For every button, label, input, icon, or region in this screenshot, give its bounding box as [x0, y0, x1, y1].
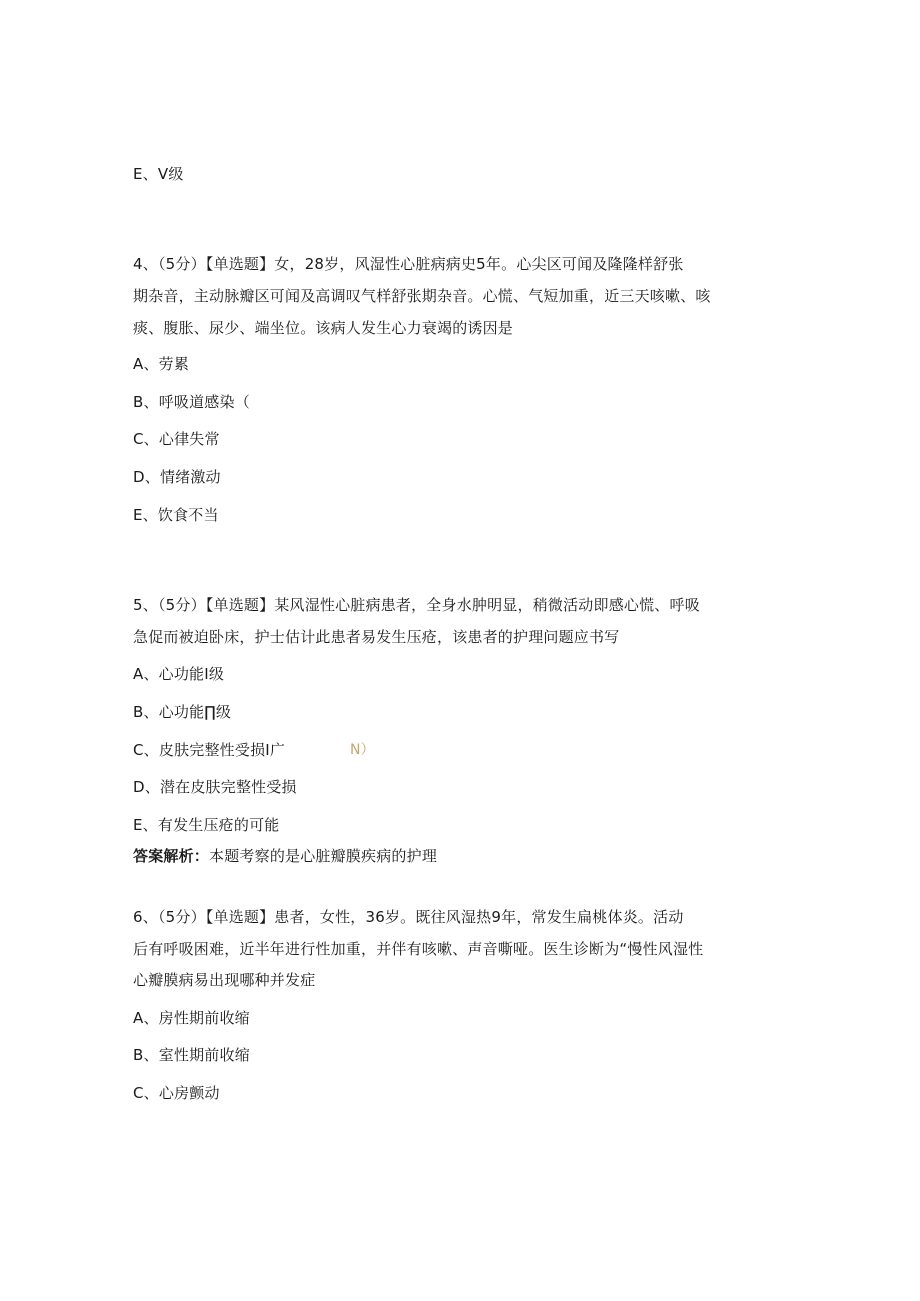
q5-stem-line-2: 急促而被迫卧床，护士估计此患者易发生压疮，该患者的护理问题应书写 [133, 628, 620, 646]
q6-option-c: C、心房颤动 [133, 1084, 220, 1102]
q5-analysis [133, 846, 437, 866]
q6-stem-line-2: 后有呼吸困难，近半年进行性加重，并伴有咳嗽、声音嘶哑。医生诊断为“慢性风湿性 [133, 940, 704, 958]
q5-stem-line-1: 5、（5分）【单选题】某风湿性心脏病患者，全身水肿明显，稍微活动即感心慌、呼吸 [133, 596, 700, 614]
q4-option-b: B、呼吸道感染（ [133, 393, 250, 411]
q5-analysis-label: 答案解析： [133, 847, 210, 865]
q4-option-d: D、情绪激动 [133, 468, 221, 486]
q4-stem-line-2: 期杂音，主动脉瓣区可闻及高调叹气样舒张期杂音。心慌、气短加重，近三天咳嗽、咳 [133, 287, 711, 305]
q5-option-e: E、有发生压疮的可能 [133, 816, 280, 834]
q6-stem-line-1: 6、（5分）【单选题】患者，女性，36岁。既往风湿热9年，常发生扁桃体炎。活动 [133, 908, 684, 926]
q6-stem-line-3: 心瓣膜病易出现哪种并发症 [133, 971, 316, 989]
q5-option-a: A、心功能I级 [133, 665, 225, 683]
q4-stem-line-3: 痰、腹胀、尿少、端坐位。该病人发生心力衰竭的诱因是 [133, 319, 514, 337]
q6-option-b: B、室性期前收缩 [133, 1046, 250, 1064]
q4-option-c: C、心律失常 [133, 430, 220, 448]
q4-stem-line-1: 4、（5分）【单选题】女，28岁，风湿性心脏病病史5年。心尖区可闻及隆隆样舒张 [133, 255, 684, 273]
q5-option-b: B、心功能∏级 [133, 703, 232, 721]
q6-option-a: A、房性期前收缩 [133, 1009, 250, 1027]
q4-option-a: A、劳累 [133, 355, 190, 373]
q5-option-c: C、皮肤完整性受损I广 [133, 741, 286, 759]
q4-option-e: E、饮食不当 [133, 506, 219, 524]
q5-option-d: D、潜在皮肤完整性受损 [133, 778, 297, 796]
q5-stray-mark: N） [350, 742, 375, 758]
q5-analysis-text: 本题考察的是心脏瓣膜疾病的护理 [209, 847, 438, 865]
prev-option-e: E、V级 [133, 165, 184, 183]
